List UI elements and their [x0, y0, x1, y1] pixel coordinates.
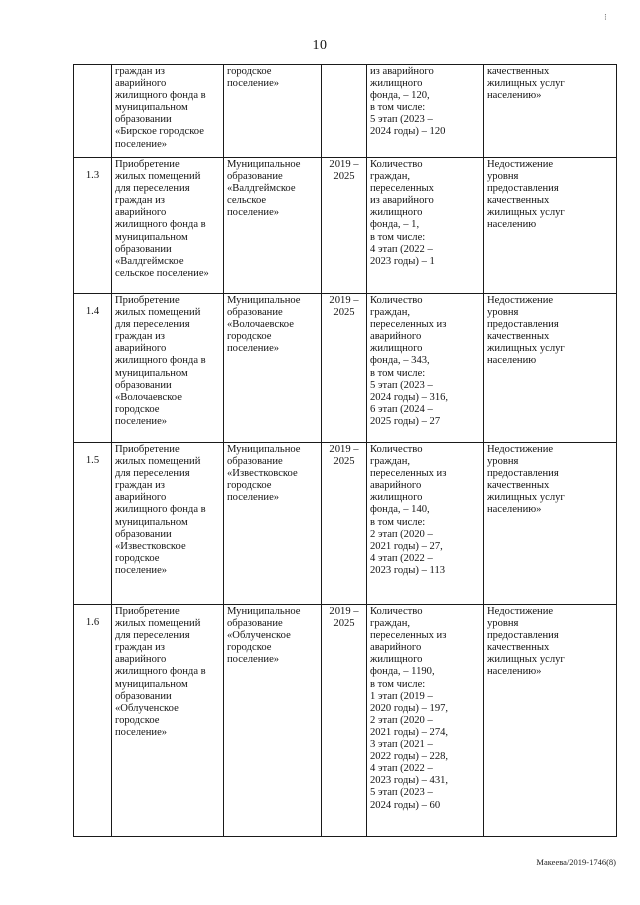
indicator-cell: Количество граждан, переселенных из аварийного жилищного фонда, – 1190, в том числе: 1 этап (2019 – 2020 годы) – 197, 2 этап (2020 – 2021 годы) – 274, 3 этап (2021 – 2022 годы) – 228, 4 этап (2022 – 2023 годы) – 431, 5 этап (2023 – 2024 годы) – 60	[367, 605, 484, 837]
row-number-cell: 1.4	[74, 294, 112, 443]
measure-cell: Приобретение жилых помещений для переселения граждан из аварийного жилищного фонда в муниципальном образовании «Валдгеймское сельское поселение»	[112, 158, 224, 294]
indicator-cell: Количество граждан, переселенных из аварийного жилищного фонда, – 140, в том числе: 2 этап (2020 – 2021 годы) – 27, 4 этап (2022 – 2023 годы) – 113	[367, 443, 484, 605]
years-cell: 2019 – 2025	[322, 605, 367, 837]
indicator-cell: Количество граждан, переселенных из аварийного жилищного фонда, – 343, в том числе: 5 этап (2023 – 2024 годы) – 316, 6 этап (2024 – 2025 годы) – 27	[367, 294, 484, 443]
measures-table	[73, 64, 617, 837]
years-cell	[322, 65, 367, 158]
executor-cell: городское поселение»	[224, 65, 322, 158]
years-cell: 2019 – 2025	[322, 158, 367, 294]
indicator-cell: Количество граждан, переселенных из аварийного жилищного фонда, – 1, в том числе: 4 этап (2022 – 2023 годы) – 1	[367, 158, 484, 294]
executor-cell: Муниципальное образование «Валдгеймское сельское поселение»	[224, 158, 322, 294]
measure-cell: граждан из аварийного жилищного фонда в муниципальном образовании «Бирское городское поселение»	[112, 65, 224, 158]
row-number-cell: 1.5	[74, 443, 112, 605]
indicator-cell: из аварийного жилищного фонда, – 120, в том числе: 5 этап (2023 – 2024 годы) – 120	[367, 65, 484, 158]
years-cell: 2019 – 2025	[322, 294, 367, 443]
table-row	[74, 294, 617, 443]
page-number: 10	[312, 38, 328, 53]
measure-cell: Приобретение жилых помещений для переселения граждан из аварийного жилищного фонда в муниципальном образовании «Облученское городское поселение»	[112, 605, 224, 837]
scan-corner-mark: ⁝	[604, 12, 607, 22]
table-row	[74, 158, 617, 294]
row-number-cell: 1.6	[74, 605, 112, 837]
executor-cell: Муниципальное образование «Волочаевское городское поселение»	[224, 294, 322, 443]
executor-cell: Муниципальное образование «Известковское городское поселение»	[224, 443, 322, 605]
years-cell: 2019 – 2025	[322, 443, 367, 605]
row-number-cell: 1.3	[74, 158, 112, 294]
table-row	[74, 605, 617, 837]
risk-cell: Недостижение уровня предоставления качественных жилищных услуг населению»	[484, 605, 617, 837]
measure-cell: Приобретение жилых помещений для переселения граждан из аварийного жилищного фонда в муниципальном образовании «Известковское городское поселение»	[112, 443, 224, 605]
row-number-cell	[74, 65, 112, 158]
risk-cell: Недостижение уровня предоставления качественных жилищных услуг населению	[484, 294, 617, 443]
measure-cell: Приобретение жилых помещений для переселения граждан из аварийного жилищного фонда в муниципальном образовании «Волочаевское городское поселение»	[112, 294, 224, 443]
table-row	[74, 443, 617, 605]
risk-cell: качественных жилищных услуг населению»	[484, 65, 617, 158]
document-code: Макеева/2019-1746(8)	[536, 857, 616, 867]
risk-cell: Недостижение уровня предоставления качественных жилищных услуг населению»	[484, 443, 617, 605]
risk-cell: Недостижение уровня предоставления качественных жилищных услуг населению	[484, 158, 617, 294]
executor-cell: Муниципальное образование «Облученское городское поселение»	[224, 605, 322, 837]
table-row	[74, 65, 617, 158]
